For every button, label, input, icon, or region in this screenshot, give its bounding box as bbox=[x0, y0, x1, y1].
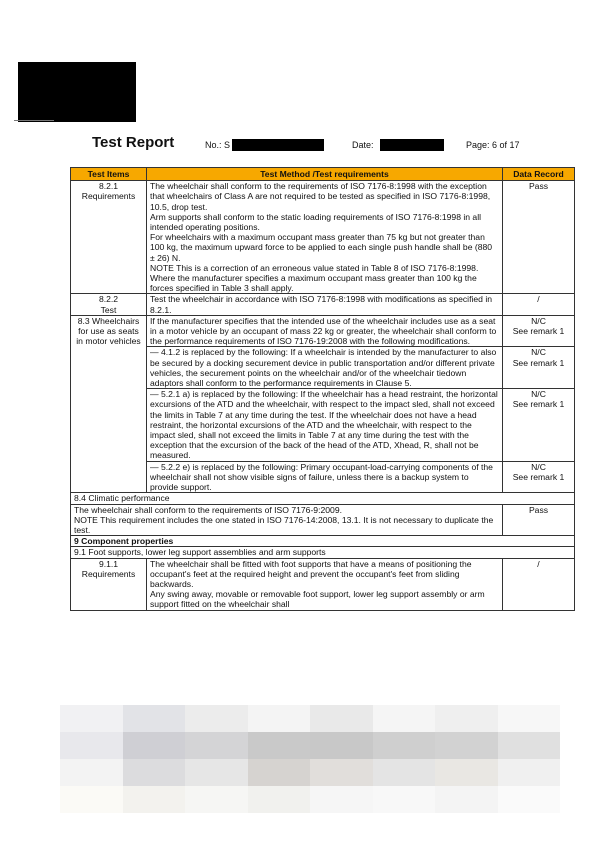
header-test-method: Test Method /Test requirements bbox=[147, 168, 503, 181]
test-table bbox=[70, 167, 575, 611]
item-label: Requirements bbox=[81, 191, 136, 202]
method-8-2-1: The wheelchair shall conform to the requirements of ISO 7176-8:1998 with the exception that wheelchairs of Class A are not required to be tested as specified in ISO 7176-8:1998, 10.5, drop test. Arm supports shall conform to the static loading requirements of ISO 7176-8:1998 in all intended operating positions. For wheelchairs with a maximum occupant mass greater than 75 kg but not greater than 100 kg, the maximum upward force to be applied to each single push handle shall be (880 ± 26) N. NOTE This is a correction of an erroneous value stated in Table 8 of ISO 7176-8:1998. Where the manufacturer specifies a maximum occupant mass greater than 100 kg the forces specified in Table 3 shall apply. bbox=[147, 181, 503, 294]
item-number: 8.2.2 bbox=[98, 294, 119, 305]
record-8-3-1 bbox=[503, 315, 575, 347]
report-number-label: No.: S bbox=[205, 140, 231, 150]
item-9-1-1 bbox=[71, 558, 147, 610]
table-row bbox=[71, 347, 575, 389]
record-status: N/C bbox=[531, 347, 546, 358]
method-8-3-1: If the manufacturer specifies that the intended use of the wheelchair includes use as a seat in a motor vehicle by an occupant of mass 22 kg or greater, the wheelchair shall conform to the performance requirements of ISO 7176-19:2008 with the following modifications. bbox=[147, 315, 503, 347]
table-row bbox=[71, 547, 575, 558]
method-8-3-2: — 4.1.2 is replaced by the following: If a wheelchair is intended by the manufacturer to also be secured by a docking securement device in public transportation and/or different private vehicles, the securement points on the wheelchair and/or of the wheelchair tiedown adaptors shall conform to the performance requirements in Clause 5. bbox=[147, 347, 503, 389]
item-8-2-1 bbox=[71, 181, 147, 294]
item-8-3: 8.3 Wheelchairs for use as seats in motor vehicles bbox=[71, 315, 147, 492]
report-header bbox=[0, 134, 600, 156]
method-8-3-3: — 5.2.1 a) is replaced by the following: If the wheelchair has a head restraint, the horizontal excursions of the ATD and the wheelchair, with respect to the impact sled, shall not exceed the limits in Table 7 at any time during the test. If the wheelchair does not have a head restraint, the horizontal excursions of the ATD and the wheelchair, with respect to the impact sled, shall not exceed the limits in Table 7 at any time during the test with the exception that the excursion of the back of the head of the ATD, Xhead, R, shall not be measured. bbox=[147, 389, 503, 461]
table-row bbox=[71, 536, 575, 547]
method-8-2-2: Test the wheelchair in accordance with ISO 7176-8:1998 with modifications as specified in 8.2.1. bbox=[147, 294, 503, 315]
company-logo-redacted bbox=[18, 62, 136, 122]
record-8-3-3 bbox=[503, 389, 575, 461]
table-row bbox=[71, 493, 575, 504]
table-header-row bbox=[71, 168, 575, 181]
table-row bbox=[71, 504, 575, 536]
record-9-1-1: / bbox=[503, 558, 575, 610]
header-data-record: Data Record bbox=[503, 168, 575, 181]
record-remark: See remark 1 bbox=[512, 357, 565, 368]
item-8-2-2 bbox=[71, 294, 147, 315]
item-label: Test bbox=[100, 304, 117, 315]
record-status: N/C bbox=[531, 315, 546, 326]
record-status: N/C bbox=[531, 389, 546, 400]
report-number-redacted bbox=[232, 139, 324, 151]
item-number: 9.1.1 bbox=[98, 558, 119, 569]
method-9-1-1: The wheelchair shall be fitted with foot supports that have a means of positioning the occupant's feet at the required height and prevent the occupant's feet from sliding backwards. Any swing away, movable or removable foot support, lower leg support assembly or arm support fitted on the wheelchair shall bbox=[147, 558, 503, 610]
section-9-1-heading: 9.1 Foot supports, lower leg support assemblies and arm supports bbox=[71, 547, 575, 558]
blurred-footer bbox=[60, 705, 560, 815]
method-8-3-4: — 5.2.2 e) is replaced by the following: Primary occupant-load-carrying components of the wheelchair shall not show visible signs of failure, unless there is a backup system to provide support. bbox=[147, 461, 503, 493]
table-row bbox=[71, 461, 575, 493]
section-8-4-heading: 8.4 Climatic performance bbox=[71, 493, 575, 504]
record-remark: See remark 1 bbox=[512, 326, 565, 337]
report-title: Test Report bbox=[92, 134, 175, 151]
table-row bbox=[71, 181, 575, 294]
table-row bbox=[71, 389, 575, 461]
record-8-2-2: / bbox=[503, 294, 575, 315]
date-label: Date: bbox=[352, 140, 374, 150]
item-number: 8.2.1 bbox=[98, 181, 119, 192]
header-test-items: Test Items bbox=[71, 168, 147, 181]
header-divider bbox=[14, 120, 54, 121]
record-remark: See remark 1 bbox=[512, 399, 565, 410]
table-row bbox=[71, 315, 575, 347]
table-row bbox=[71, 294, 575, 315]
record-8-2-1: Pass bbox=[503, 181, 575, 294]
method-8-4: The wheelchair shall conform to the requirements of ISO 7176-9:2009. NOTE This requirement includes the one stated in ISO 7176-14:2008, 13.1. It is not necessary to duplicate the test. bbox=[71, 504, 503, 536]
record-8-3-4 bbox=[503, 461, 575, 493]
record-remark: See remark 1 bbox=[512, 471, 565, 482]
table-row bbox=[71, 558, 575, 610]
section-9-heading: 9 Component properties bbox=[71, 536, 575, 547]
page-number: Page: 6 of 17 bbox=[466, 140, 520, 150]
item-label: Requirements bbox=[81, 568, 136, 579]
record-8-3-2 bbox=[503, 347, 575, 389]
date-redacted bbox=[380, 139, 444, 151]
record-8-4: Pass bbox=[503, 504, 575, 536]
record-status: N/C bbox=[531, 461, 546, 472]
